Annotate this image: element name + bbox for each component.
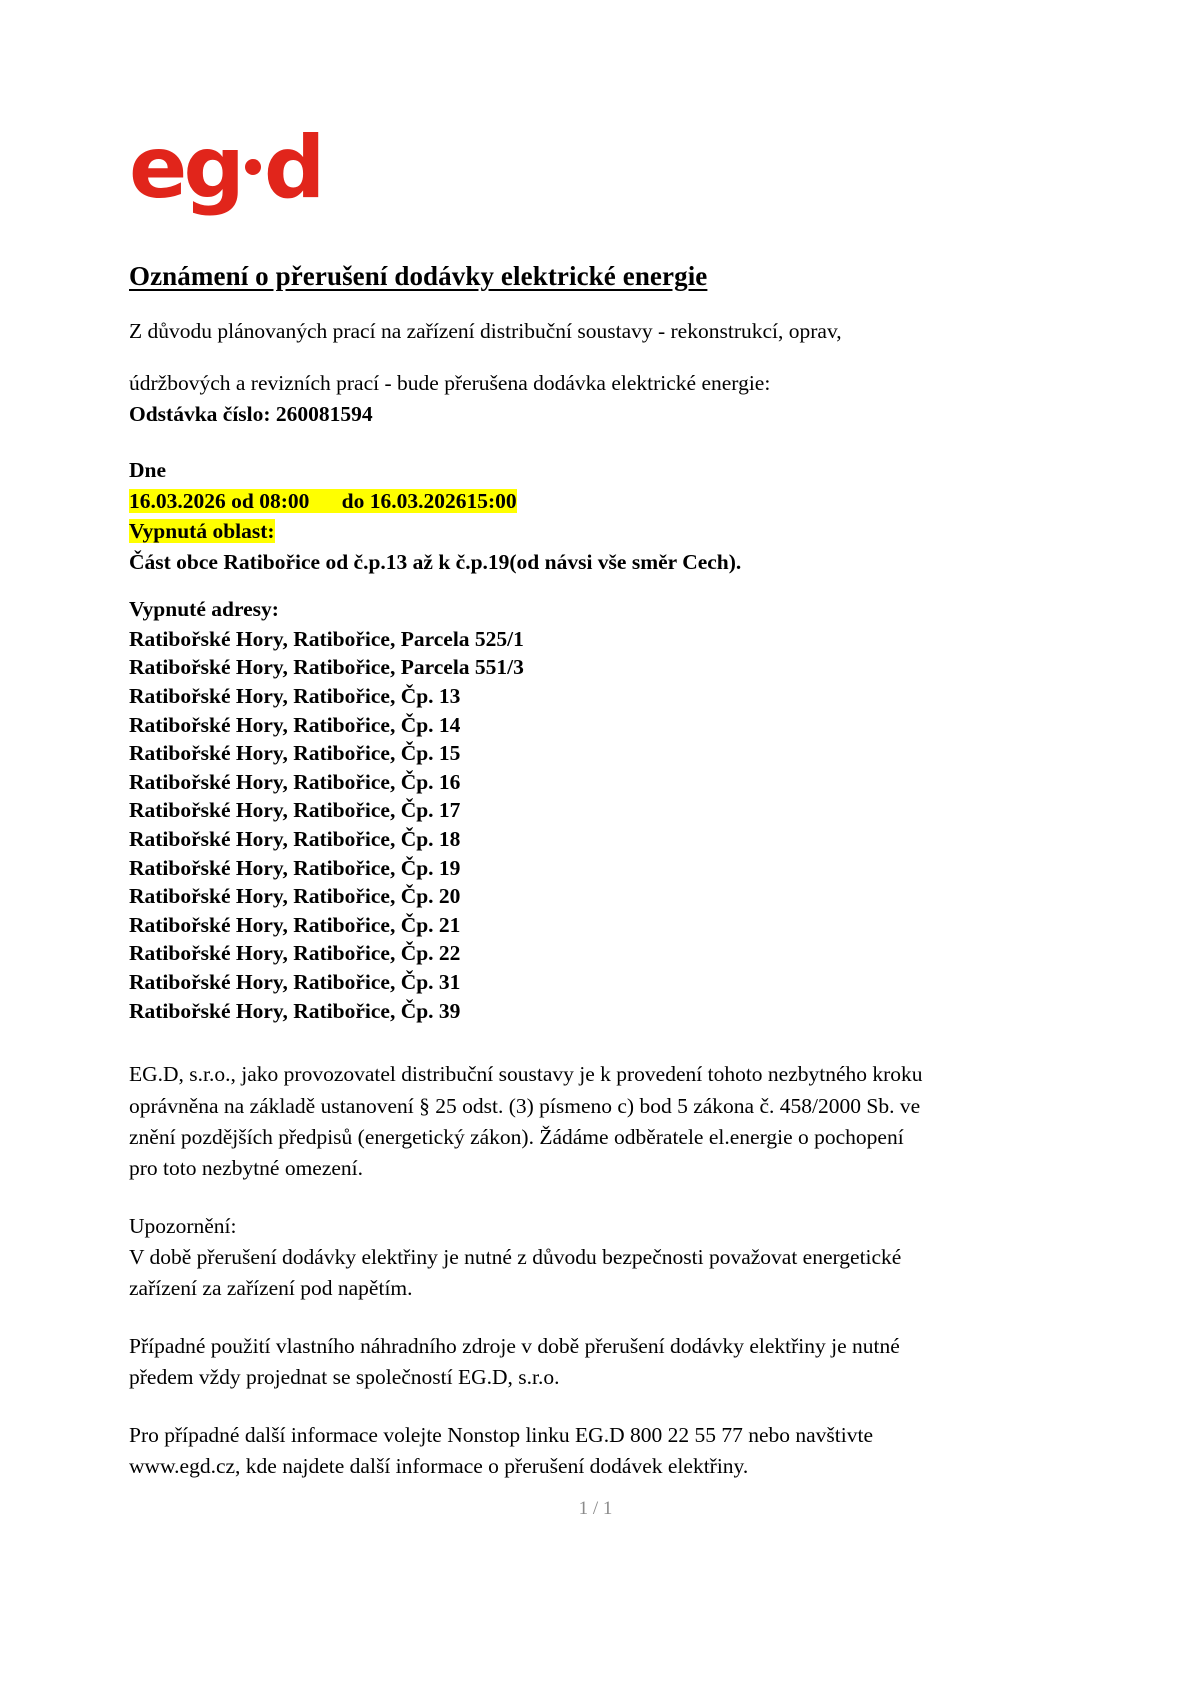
schedule-label: Dne [129,458,167,483]
list-item: Ratibořské Hory, Ratibořice, Čp. 22 [129,941,461,966]
intro-line-1: Z důvodu plánovaných prací na zařízení distribuční soustavy - rekonstrukcí, oprav, [129,318,842,343]
area-description: Část obce Ratibořice od č.p.13 až k č.p.19(od návsi vše směr Cech). [129,549,742,574]
list-item: Ratibořské Hory, Ratibořice, Čp. 20 [129,884,461,909]
list-item: Ratibořské Hory, Ratibořice, Parcela 525/1 [129,626,524,651]
addresses-list [129,625,1079,1025]
list-item: Ratibořské Hory, Ratibořice, Čp. 18 [129,827,461,852]
logo-wordmark [129,118,322,218]
egd-logo [129,0,1079,224]
legal-line-3: znění pozdějších předpisů (energetický zákon). Žádáme odběratele el.energie o pochopení [129,1124,904,1149]
legal-line-4: pro toto nezbytné omezení. [129,1156,364,1181]
backup-source-line-2: předem vždy projednat se společností EG.D, s.r.o. [129,1365,560,1390]
document-content [129,0,1079,1482]
logo-text-right: d [263,118,322,218]
contact-line-2: www.egd.cz, kde najdete další informace o přerušení dodávek elektřiny. [129,1453,749,1478]
legal-line-1: EG.D, s.r.o., jako provozovatel distribuční soustavy je k provedení tohoto nezbytného kroku [129,1062,923,1087]
warning-label: Upozornění: [129,1213,237,1238]
list-item: Ratibořské Hory, Ratibořice, Čp. 39 [129,998,461,1023]
list-item: Ratibořské Hory, Ratibořice, Parcela 551/3 [129,655,524,680]
area-label-row [129,516,1079,547]
list-item: Ratibořské Hory, Ratibořice, Čp. 31 [129,970,461,994]
intro-line-2: údržbových a revizních prací - bude přerušena dodávka elektrické energie: [129,371,771,396]
legal-line-2: oprávněna na základě ustanovení § 25 odst. (3) písmeno c) bod 5 zákona č. 458/2000 Sb. ve [129,1093,921,1118]
list-item: Ratibořské Hory, Ratibořice, Čp. 13 [129,684,461,709]
list-item: Ratibořské Hory, Ratibořice, Čp. 21 [129,912,461,937]
dot-separator-icon [245,159,261,175]
contact-line-1: Pro případné další informace volejte Nonstop linku EG.D 800 22 55 77 nebo navštivte [129,1422,874,1447]
list-item: Ratibořské Hory, Ratibořice, Čp. 17 [129,798,461,823]
area-label-highlight: Vypnutá oblast: [129,519,275,544]
outage-number: Odstávka číslo: 260081594 [129,401,373,426]
page-number-footer: 1 / 1 [578,1498,613,1519]
schedule-datetime-row [129,486,1079,517]
list-item: Ratibořské Hory, Ratibořice, Čp. 19 [129,855,461,880]
page-title: Oznámení o přerušení dodávky elektrické energie [129,261,708,291]
list-item: Ratibořské Hory, Ratibořice, Čp. 16 [129,769,461,794]
warning-line-1: V době přerušení dodávky elektřiny je nutné z důvodu bezpečnosti považovat energetické [129,1245,902,1270]
backup-source-line-1: Případné použití vlastního náhradního zdroje v době přerušení dodávky elektřiny je nutné [129,1333,900,1358]
addresses-label: Vypnuté adresy: [129,597,279,622]
schedule-datetime-highlight: 16.03.2026 od 08:00 do 16.03.202615:00 [129,488,517,513]
list-item: Ratibořské Hory, Ratibořice, Čp. 14 [129,712,461,737]
list-item: Ratibořské Hory, Ratibořice, Čp. 15 [129,741,461,766]
warning-line-2: zařízení za zařízení pod napětím. [129,1276,413,1301]
logo-text-left: eg [129,118,241,218]
